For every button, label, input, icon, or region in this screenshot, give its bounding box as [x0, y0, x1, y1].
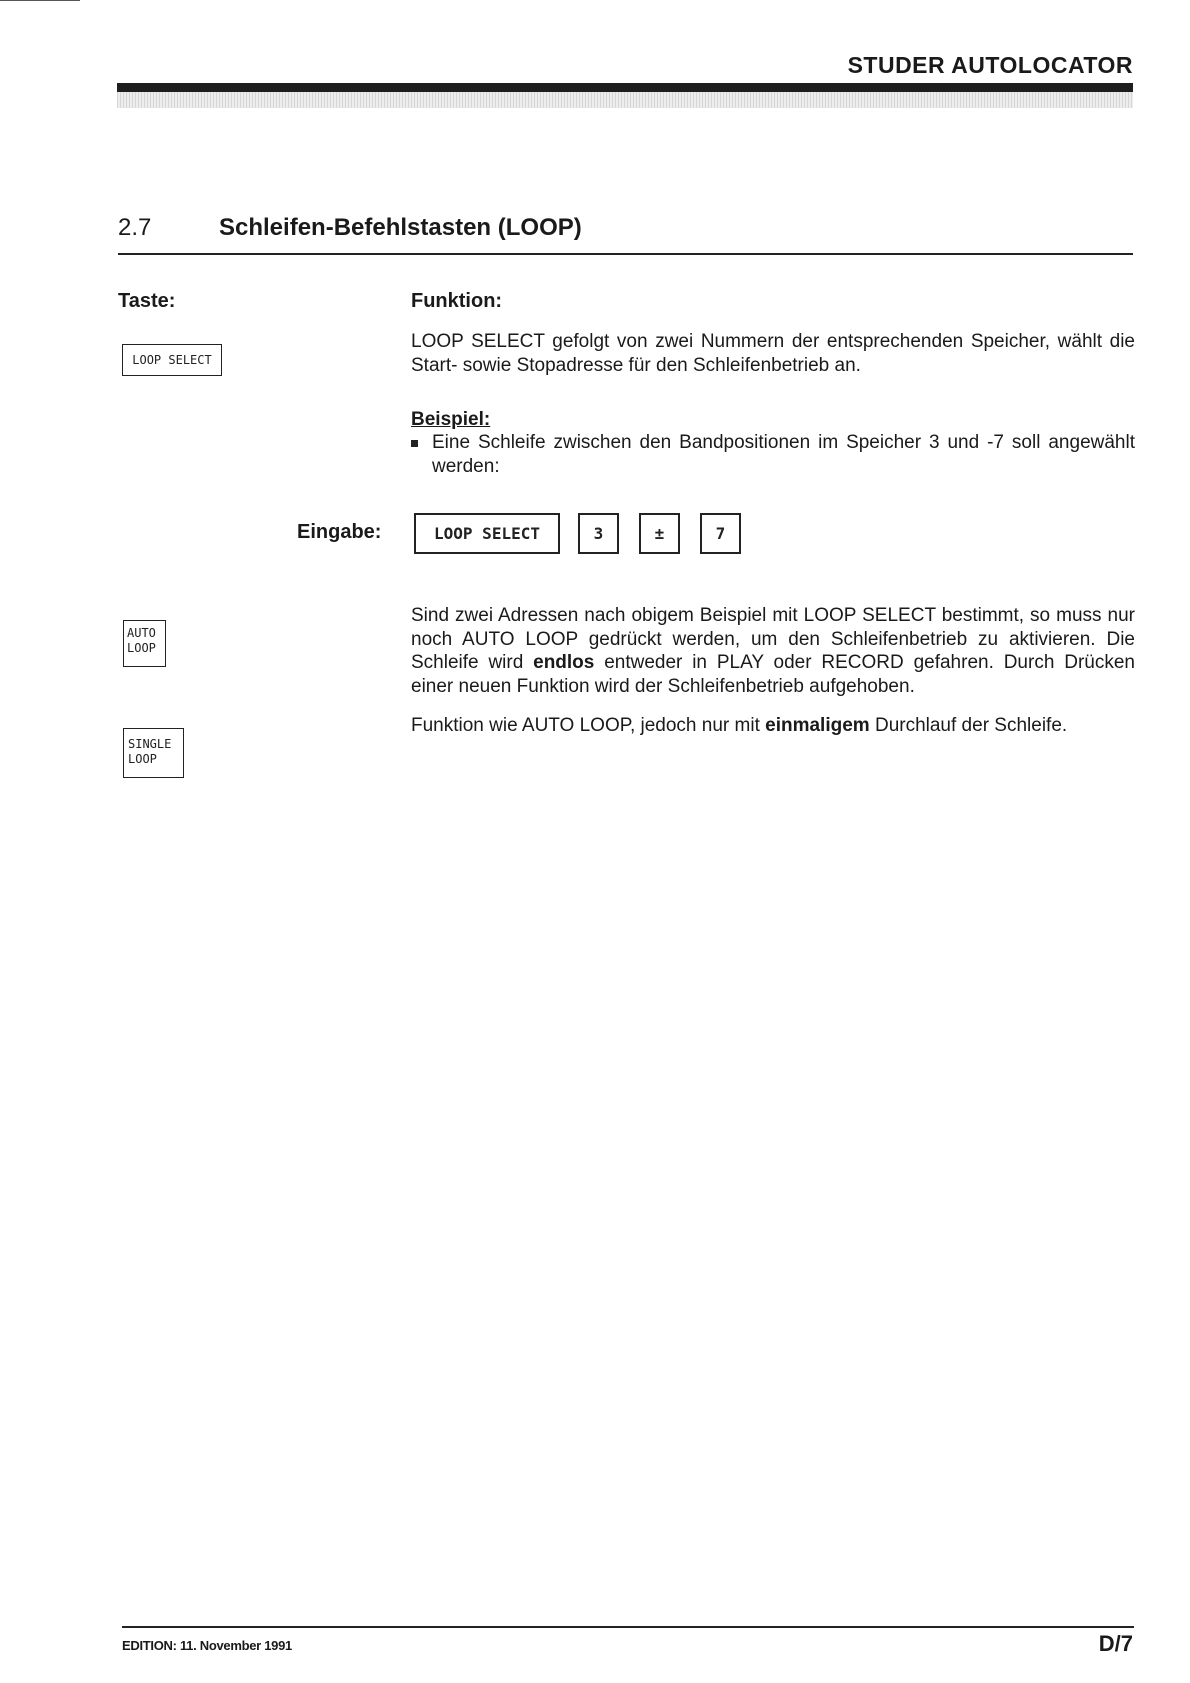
- function-column-label: Funktion:: [411, 290, 503, 312]
- example-bullet: [411, 431, 1135, 478]
- auto-loop-key: [123, 620, 166, 667]
- input-key-loop-select: LOOP SELECT: [414, 513, 560, 554]
- footer-rule: [122, 1626, 1134, 1628]
- header-shade: [117, 92, 1133, 108]
- single-loop-text-1: Funktion wie AUTO LOOP, jedoch nur mit: [411, 715, 766, 736]
- section-title: Schleifen-Befehlstasten (LOOP): [219, 214, 582, 241]
- single-loop-key-line1: SINGLE: [128, 737, 172, 751]
- single-loop-text-bold: einmaligem: [765, 715, 870, 736]
- header-bar: [117, 83, 1133, 92]
- example-heading: Beispiel:: [411, 409, 491, 430]
- input-key-plus-minus: ±: [639, 513, 680, 554]
- auto-loop-text-bold: endlos: [533, 652, 595, 673]
- single-loop-key-line2: LOOP: [128, 752, 157, 766]
- page-number: D/7: [1098, 1631, 1133, 1656]
- footer-edition: EDITION: 11. November 1991: [122, 1638, 292, 1653]
- input-key-3: 3: [578, 513, 619, 554]
- auto-loop-text-1: Sind zwei Adressen nach obigem Beispiel mit LOOP SELECT bestimmt, so muss nur noch AUTO LOOP gedrückt werden, um den Schleifenbetrieb zu aktivieren. Die Schleife wird: [411, 605, 1135, 673]
- loop-select-description: LOOP SELECT gefolgt von zwei Nummern der entsprechenden Speicher, wählt die Start- sowie Stopadresse für den Schleifenbetrieb an.: [411, 331, 1135, 376]
- input-key-7: 7: [700, 513, 741, 554]
- corner-mark: [0, 0, 80, 1]
- auto-loop-text-2: entweder in PLAY oder RECORD gefahren. Durch Drücken einer neuen Funktion wird der Schleifenbetrieb aufgehoben.: [411, 652, 1135, 697]
- single-loop-text-2: Durchlauf der Schleife.: [869, 715, 1068, 736]
- input-label: Eingabe:: [297, 521, 382, 543]
- loop-select-key: LOOP SELECT: [122, 344, 222, 376]
- section-number: 2.7: [118, 214, 152, 241]
- bullet-square-icon: [411, 440, 418, 447]
- header-title: STUDER AUTOLOCATOR: [847, 52, 1133, 78]
- auto-loop-key-line1: AUTO: [127, 626, 156, 640]
- auto-loop-description: [411, 604, 1135, 698]
- section-rule: [118, 253, 1133, 255]
- auto-loop-key-line2: LOOP: [127, 641, 156, 655]
- single-loop-key: [123, 728, 184, 778]
- key-column-label: Taste:: [118, 290, 176, 312]
- single-loop-description: [411, 714, 1135, 738]
- example-bullet-text: Eine Schleife zwischen den Bandpositionen im Speicher 3 und -7 soll angewählt werden:: [432, 432, 1135, 477]
